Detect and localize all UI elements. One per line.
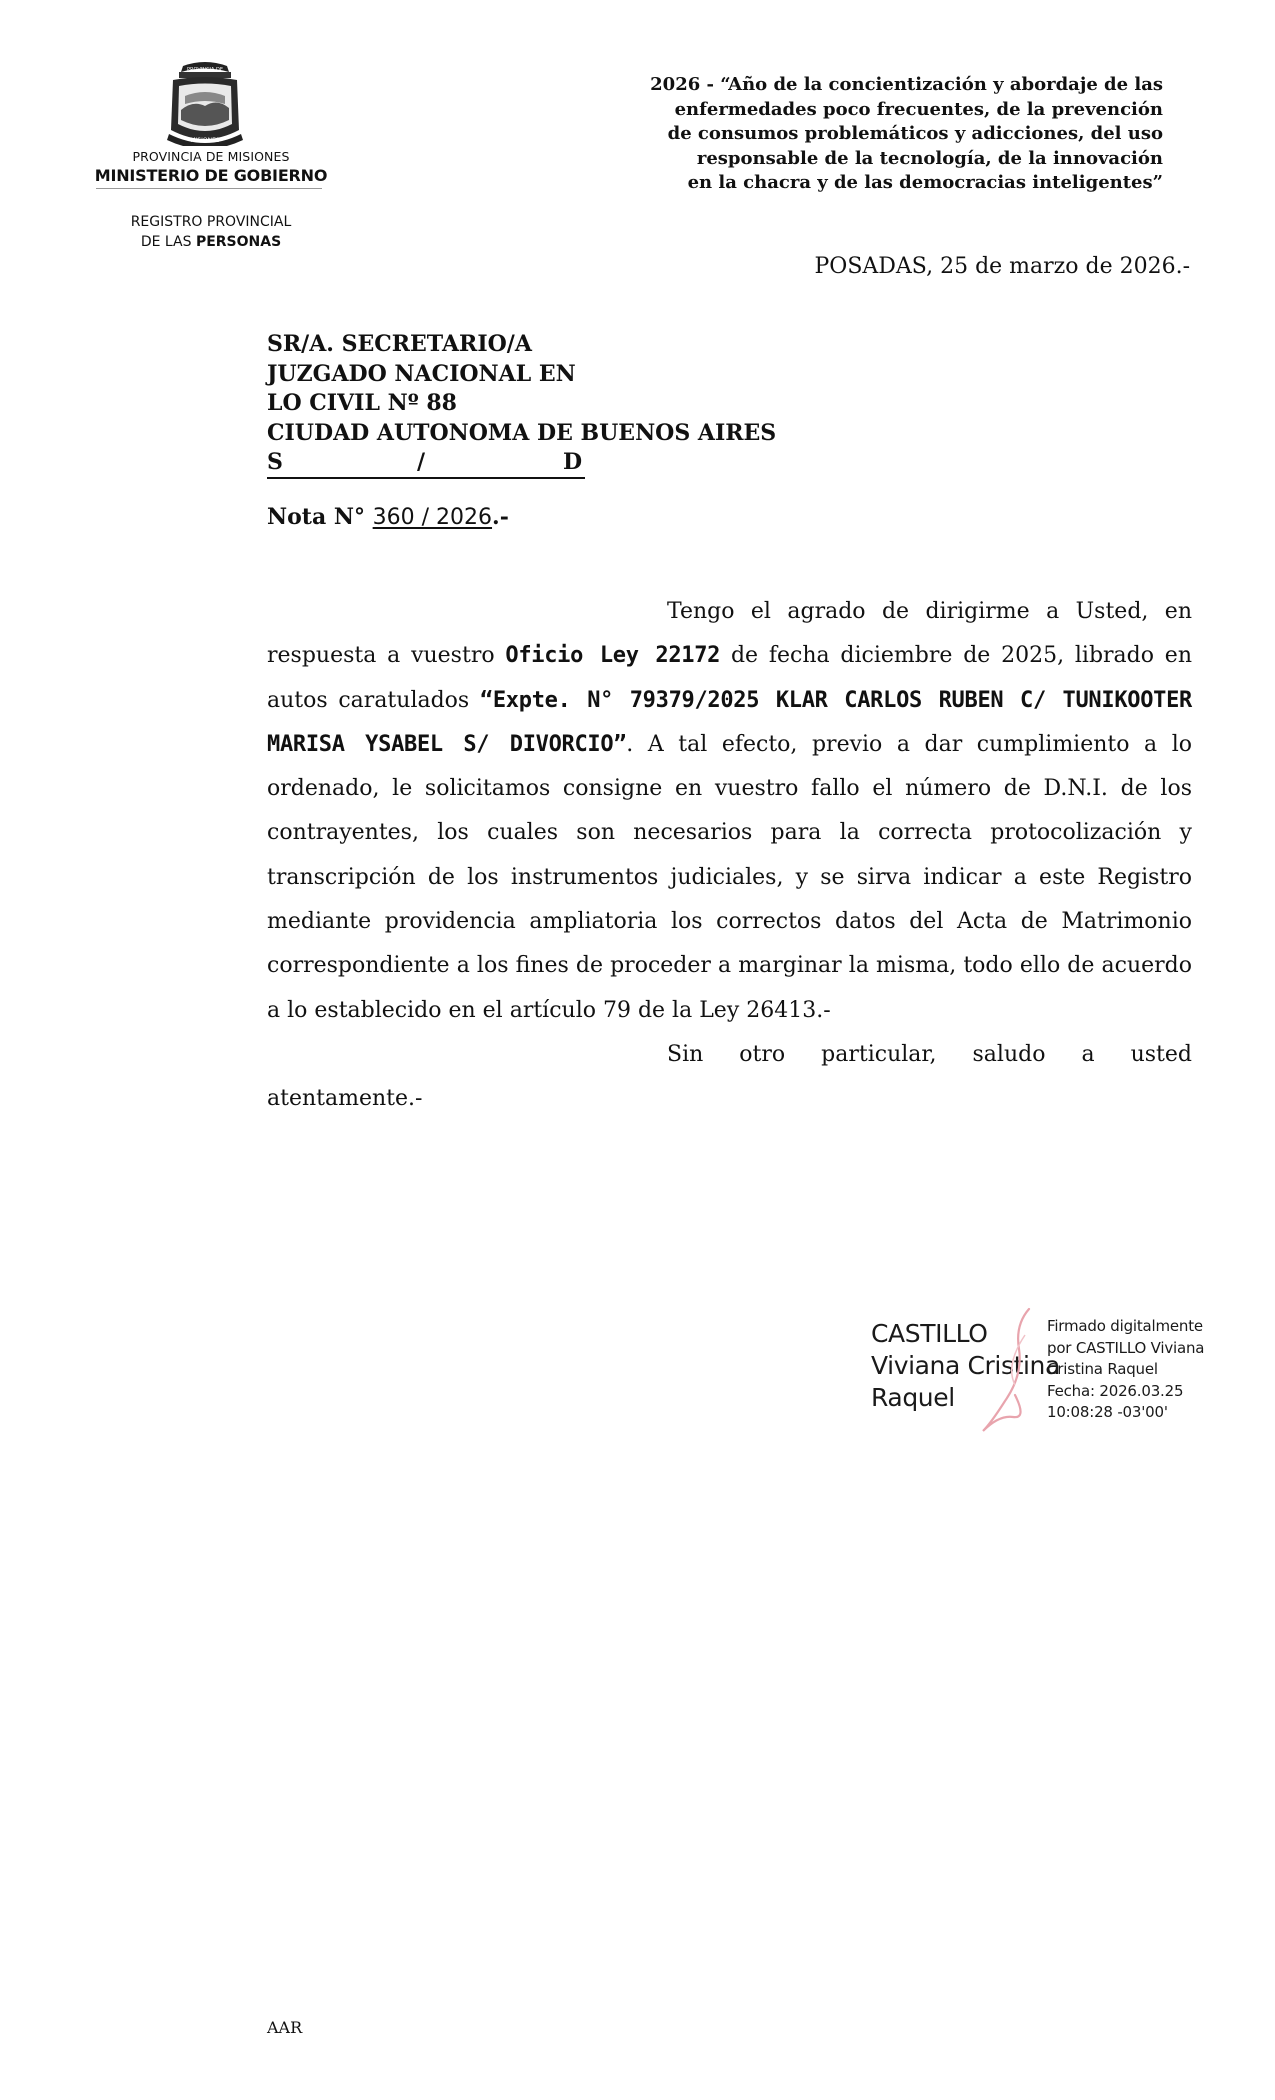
motto-line: enfermedades poco frecuentes, de la prevención [674, 98, 1163, 120]
digital-signature-mark [975, 1305, 1045, 1435]
year-motto [553, 73, 1163, 196]
signer-name-line: CASTILLO [871, 1319, 988, 1348]
closing-text: Sin otro particular, saludo a usted atentamente.- [267, 1041, 1192, 1112]
signature-info-line: Firmado digitalmente [1047, 1317, 1203, 1335]
signer-name-line: Raquel [871, 1383, 955, 1412]
addressee-block [267, 330, 776, 479]
body-text: de fecha diciembre de 2025, librado en autos caratulados [267, 643, 1192, 713]
province-name: PROVINCIA DE MISIONES [132, 149, 290, 164]
registry-line2-bold: PERSONAS [195, 234, 282, 250]
signature-info-line: 10:08:28 -03'00' [1047, 1403, 1168, 1421]
body-text: . A tal efecto, previo a dar cumplimiento a lo ordenado, le solicitamos consigne en vuestro fallo el número de D.N.I. de los contrayentes, los cuales son necesarios para la correcta protocolización y transcripción de los instrumentos judiciales, y se sirva indicar a este Registro mediante providencia ampliatoria los correctos datos del Acta de Matrimonio correspondiente a los fines de proceder a marginar la misma, todo ello de acuerdo a lo establecido en el artículo 79 de la Ley 26413.- [267, 731, 1192, 1023]
case-reference: “Expte. N° 79379/2025 KLAR CARLOS RUBEN C/ TUNIKOOTER MARISA YSABEL S/ DIVORCIO” [267, 687, 1192, 757]
body-paragraph-1 [267, 590, 1192, 1033]
note-suffix: .- [492, 504, 509, 530]
motto-line: 2026 - “Año de la concientización y abordaje de las [650, 74, 1163, 95]
note-number-value: 360 / 2026 [372, 505, 493, 530]
sd-d: D [563, 449, 583, 475]
body-paragraph-2 [267, 1033, 1192, 1122]
letter-body [267, 590, 1192, 1122]
registry-line2-prefix: DE LAS [140, 234, 192, 250]
note-number [267, 504, 509, 530]
addressee-line: CIUDAD AUTONOMA DE BUENOS AIRES [267, 419, 777, 446]
oficio-reference: Oficio Ley 22172 [505, 643, 721, 669]
registry-name-line2 [96, 234, 326, 250]
registry-name-line1: REGISTRO PROVINCIAL [130, 214, 292, 230]
signature-info-line: Fecha: 2026.03.25 [1047, 1381, 1184, 1400]
addressee-line: LO CIVIL Nº 88 [267, 390, 457, 416]
addressee-line: SR/A. SECRETARIO/A [267, 331, 532, 357]
typist-initials: AAR [267, 2018, 303, 2037]
signature-info-line: por CASTILLO Viviana [1047, 1338, 1205, 1357]
sd-s: S [267, 449, 283, 475]
svg-text:MISIONES: MISIONES [190, 137, 220, 144]
signer-name-line: Viviana Cristina [871, 1351, 1060, 1380]
note-label: Nota N° [267, 504, 365, 530]
letter-date: POSADAS, 25 de marzo de 2026.- [814, 254, 1190, 279]
body-text: Tengo el agrado de dirigirme a Usted, en respuesta a vuestro [267, 599, 1192, 669]
digital-signature-info [1047, 1316, 1204, 1424]
signature-info-line: Cristina Raquel [1047, 1360, 1158, 1378]
addressee-line: JUZGADO NACIONAL EN [267, 360, 576, 387]
svg-text:PROVINCIA DE: PROVINCIA DE [187, 67, 223, 73]
misiones-crest-logo [163, 60, 247, 146]
sd-slash: / [417, 449, 426, 475]
motto-line: responsable de la tecnología, de la innovación [696, 147, 1163, 169]
motto-line: en la chacra y de las democracias inteligentes” [687, 172, 1163, 194]
ministry-name: MINISTERIO DE GOBIERNO [94, 166, 328, 185]
sd-line [267, 448, 585, 479]
motto-line: de consumos problemáticos y adicciones, del uso [667, 123, 1163, 145]
institution-divider [96, 188, 322, 189]
